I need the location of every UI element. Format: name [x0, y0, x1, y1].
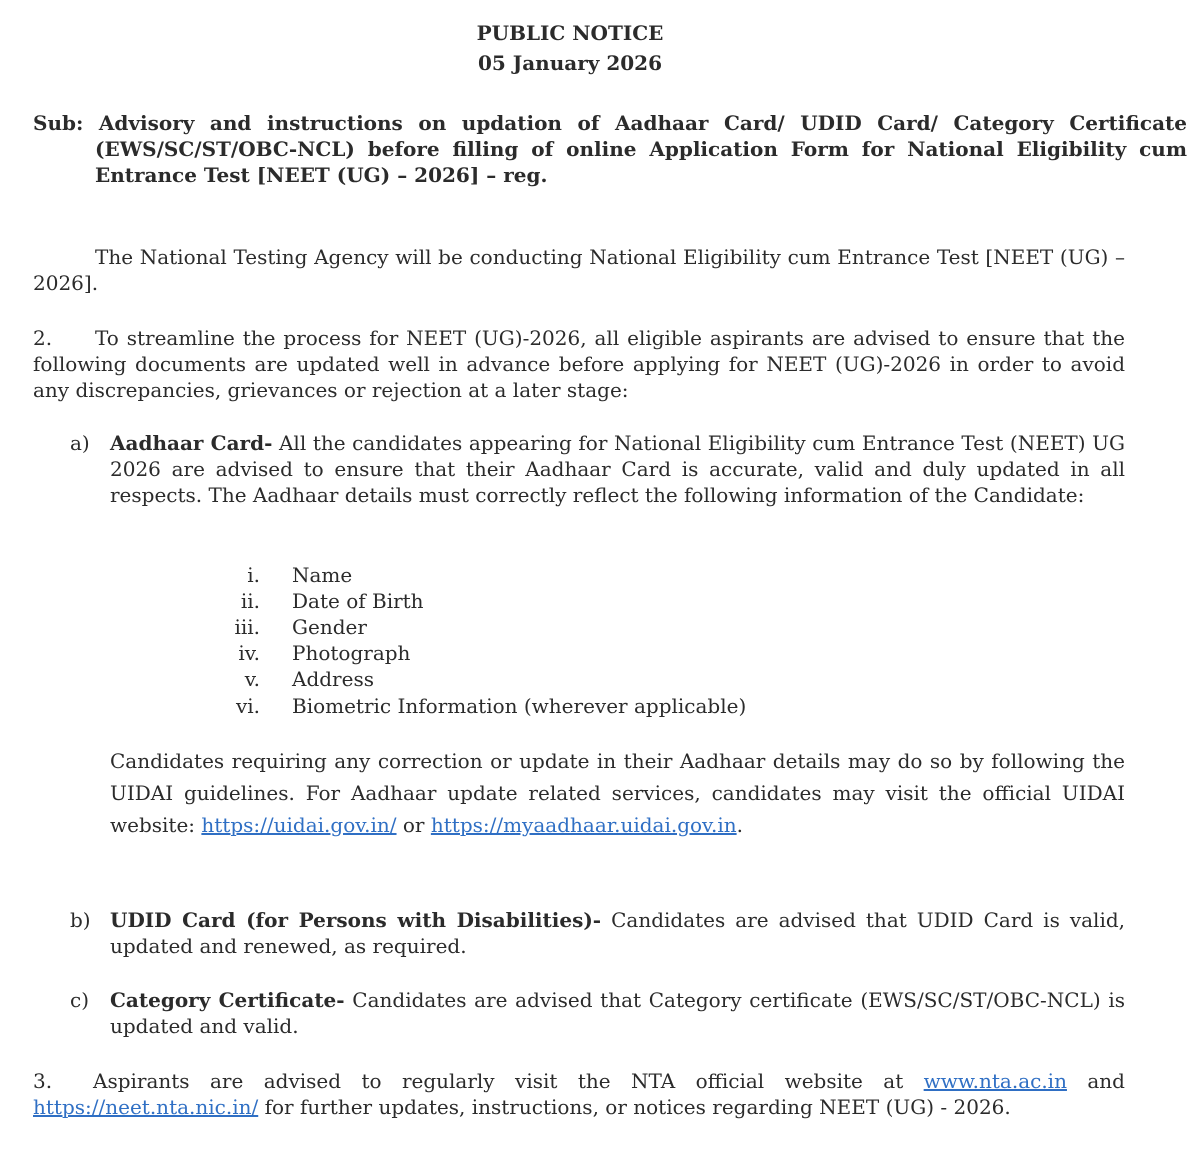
- item-label: a): [70, 431, 90, 455]
- list-item: Biometric Information (wherever applicable): [292, 694, 747, 718]
- list-num: iii.: [234, 615, 260, 639]
- para-text-end: for further updates, instructions, or notices regarding NEET (UG) - 2026.: [258, 1095, 1011, 1119]
- nta-website-link[interactable]: www.nta.ac.in: [923, 1069, 1067, 1093]
- para-text: To streamline the process for NEET (UG)-2026, all eligible aspirants are advised to ensure that the following documents are updated well in advance before applying for NEET (UG)-2026 in order to avoid any discrepancies, grievances or rejection at a later stage:: [33, 326, 1125, 402]
- title: PUBLIC NOTICE: [476, 21, 664, 45]
- item-title: Aadhaar Card-: [110, 431, 273, 455]
- list-num: i.: [247, 563, 260, 587]
- myaadhaar-link[interactable]: https://myaadhaar.uidai.gov.in: [430, 813, 737, 837]
- subject-label: Sub:: [33, 111, 84, 135]
- item-a: [70, 430, 1125, 508]
- list-item: Gender: [292, 615, 367, 639]
- notice-title: [0, 18, 1140, 78]
- list-num: iv.: [238, 641, 260, 665]
- item-text: Candidates are advised that UDID Card is valid, updated and renewed, as required.: [110, 908, 1126, 958]
- item-title: Category Certificate-: [110, 988, 345, 1012]
- item-label: b): [70, 908, 91, 932]
- list-num: vi.: [235, 694, 260, 718]
- neet-website-link[interactable]: https://neet.nta.nic.in/: [33, 1095, 259, 1119]
- subject-text: Advisory and instructions on updation of Aadhaar Card/ UDID Card/ Category Certificate (EWS/SC/ST/OBC-NCL) before filling of online Application Form for National Eligibility cum Entrance Test [NEET (UG) – 2026] – reg.: [95, 111, 1187, 187]
- list-num: ii.: [240, 589, 260, 613]
- item-c: [70, 987, 1126, 1039]
- item-title: UDID Card (for Persons with Disabilities)-: [110, 908, 602, 932]
- note-text: Candidates requiring any correction or update in their Aadhaar details may do so by following the UIDAI guidelines. For Aadhaar update related services, candidates may visit the official UIDAI website:: [110, 749, 1125, 837]
- uidai-link[interactable]: https://uidai.gov.in/: [201, 813, 397, 837]
- subject: [33, 110, 1187, 188]
- list-item: Name: [292, 563, 353, 587]
- item-label: c): [70, 988, 90, 1012]
- paragraph-1: The National Testing Agency will be conducting National Eligibility cum Entrance Test [NEET (UG) – 2026].: [33, 245, 1125, 295]
- para-number: 3.: [33, 1069, 53, 1093]
- item-text: All the candidates appearing for National Eligibility cum Entrance Test (NEET) UG 2026 are advised to ensure that their Aadhaar Card is accurate, valid and duly updated in all respects. The Aadhaar details must correctly reflect the following information of the Candidate:: [110, 431, 1125, 507]
- aadhaar-update-note: [110, 745, 1125, 841]
- paragraph-2: 2. To streamline the process for NEET (UG)-2026, all eligible aspirants are advised to ensure that the following documents are updated well in advance before applying for NEET (UG)-2026 in order to avoid any discrepancies, grievances or rejection at a later stage:: [33, 326, 1125, 402]
- para-text: Aspirants are advised to regularly visit the NTA official website at: [93, 1069, 924, 1093]
- or-text: or: [402, 813, 425, 837]
- date: 05 January 2026: [477, 51, 663, 75]
- list-item: Photograph: [292, 641, 411, 665]
- item-b: [70, 907, 1126, 959]
- paragraph-3: [33, 1068, 1125, 1120]
- list-item: Date of Birth: [292, 589, 424, 613]
- period: .: [736, 813, 743, 837]
- list-item: Address: [292, 667, 374, 691]
- item-text: Candidates are advised that Category certificate (EWS/SC/ST/OBC-NCL) is updated and valid.: [110, 988, 1126, 1038]
- and-text: and: [1066, 1069, 1125, 1093]
- list-num: v.: [244, 667, 260, 691]
